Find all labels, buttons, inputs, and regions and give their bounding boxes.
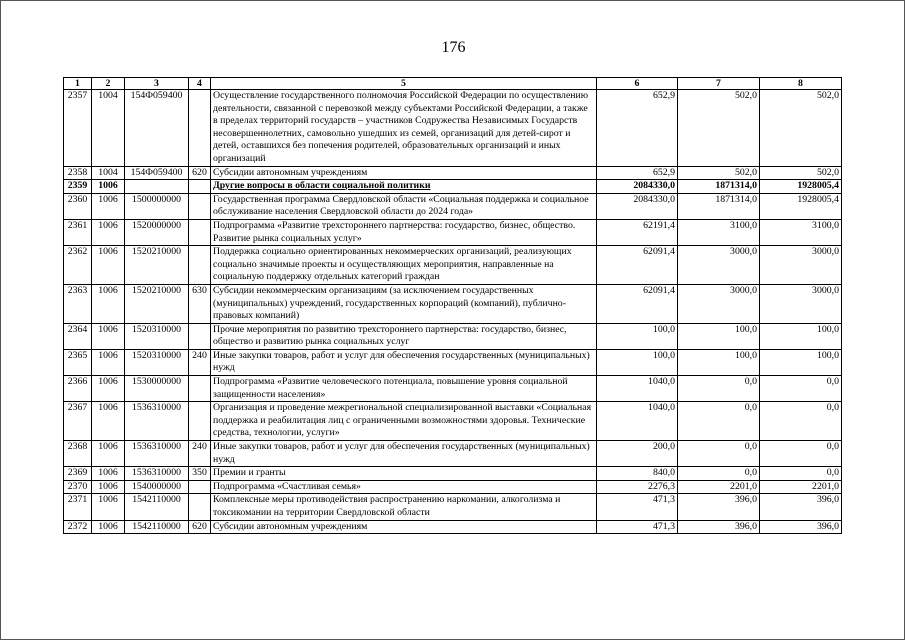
row-number: 2357 (64, 90, 92, 167)
amount-col-7: 100,0 (678, 349, 760, 375)
amount-col-8: 0,0 (760, 402, 842, 441)
expense-type-code (189, 90, 211, 167)
section-code: 1006 (92, 193, 125, 219)
amount-col-6: 652,9 (597, 90, 678, 167)
table-row (64, 520, 842, 534)
target-article-code: 154Ф059400 (125, 90, 189, 167)
amount-col-8: 502,0 (760, 90, 842, 167)
row-number: 2368 (64, 441, 92, 467)
row-number: 2366 (64, 376, 92, 402)
table-row (64, 180, 842, 194)
section-code: 1006 (92, 441, 125, 467)
amount-col-7: 1871314,0 (678, 193, 760, 219)
amount-col-6: 1040,0 (597, 376, 678, 402)
amount-col-8: 3000,0 (760, 246, 842, 285)
amount-col-7: 396,0 (678, 494, 760, 520)
amount-col-7: 0,0 (678, 467, 760, 481)
amount-col-6: 2084330,0 (597, 193, 678, 219)
section-code: 1006 (92, 520, 125, 534)
target-article-code: 1536310000 (125, 402, 189, 441)
amount-col-8: 1928005,4 (760, 193, 842, 219)
table-row (64, 193, 842, 219)
amount-col-7: 0,0 (678, 402, 760, 441)
col-header-2: 2 (92, 78, 125, 90)
col-header-3: 3 (125, 78, 189, 90)
expense-type-code (189, 246, 211, 285)
table-row (64, 90, 842, 167)
section-code: 1006 (92, 376, 125, 402)
expense-type-code (189, 402, 211, 441)
amount-col-8: 100,0 (760, 323, 842, 349)
item-name: Субсидии автономным учреждениям (211, 520, 597, 534)
item-name: Другие вопросы в области социальной политики (211, 180, 597, 194)
table-row (64, 376, 842, 402)
section-code: 1006 (92, 284, 125, 323)
section-code: 1006 (92, 180, 125, 194)
row-number: 2369 (64, 467, 92, 481)
expense-type-code (189, 323, 211, 349)
amount-col-7: 0,0 (678, 441, 760, 467)
target-article-code: 1520310000 (125, 349, 189, 375)
table-row (64, 246, 842, 285)
amount-col-7: 3100,0 (678, 219, 760, 245)
item-name: Поддержка социально ориентированных некоммерческих организаций, реализующих социально значимые проекты и осуществляющих мероприятия, направленные на социальную поддержку отдельных категорий граждан (211, 246, 597, 285)
section-code: 1006 (92, 480, 125, 494)
item-name: Комплексные меры противодействия распространению наркомании, алкоголизма и токсикомании на территории Свердловской области (211, 494, 597, 520)
page-number: 176 (441, 39, 466, 56)
target-article-code: 1520210000 (125, 284, 189, 323)
section-code: 1006 (92, 494, 125, 520)
section-code: 1006 (92, 467, 125, 481)
amount-col-7: 502,0 (678, 90, 760, 167)
amount-col-6: 652,9 (597, 166, 678, 180)
target-article-code: 1520210000 (125, 246, 189, 285)
amount-col-8: 3100,0 (760, 219, 842, 245)
target-article-code: 154Ф059400 (125, 166, 189, 180)
amount-col-8: 3000,0 (760, 284, 842, 323)
amount-col-7: 1871314,0 (678, 180, 760, 194)
amount-col-6: 840,0 (597, 467, 678, 481)
section-code: 1006 (92, 246, 125, 285)
section-code: 1006 (92, 219, 125, 245)
header-row (64, 78, 842, 90)
table-row (64, 480, 842, 494)
amount-col-8: 396,0 (760, 494, 842, 520)
item-name: Премии и гранты (211, 467, 597, 481)
amount-col-8: 0,0 (760, 441, 842, 467)
table-row (64, 219, 842, 245)
expense-type-code (189, 219, 211, 245)
section-code: 1006 (92, 323, 125, 349)
amount-col-7: 3000,0 (678, 284, 760, 323)
amount-col-8: 1928005,4 (760, 180, 842, 194)
amount-col-6: 62091,4 (597, 246, 678, 285)
expense-type-code: 620 (189, 520, 211, 534)
expense-type-code: 240 (189, 441, 211, 467)
item-name: Организация и проведение межрегиональной специализированной выставки «Социальная поддержка и реабилитация лиц с ограниченными возможностями здоровья. Технические средства, технологии, услуги» (211, 402, 597, 441)
amount-col-7: 502,0 (678, 166, 760, 180)
item-name: Субсидии некоммерческим организациям (за исключением государственных (муниципальных) учреждений, государственных корпораций (компаний), публично-правовых компаний) (211, 284, 597, 323)
target-article-code: 1542110000 (125, 494, 189, 520)
row-number: 2365 (64, 349, 92, 375)
amount-col-8: 2201,0 (760, 480, 842, 494)
table-row (64, 441, 842, 467)
expense-type-code (189, 193, 211, 219)
target-article-code: 1540000000 (125, 480, 189, 494)
table-row (64, 467, 842, 481)
row-number: 2370 (64, 480, 92, 494)
row-number: 2362 (64, 246, 92, 285)
row-number: 2361 (64, 219, 92, 245)
target-article-code: 1530000000 (125, 376, 189, 402)
expense-type-code: 630 (189, 284, 211, 323)
expense-type-code (189, 180, 211, 194)
section-code: 1006 (92, 349, 125, 375)
amount-col-8: 0,0 (760, 376, 842, 402)
expense-type-code (189, 376, 211, 402)
row-number: 2364 (64, 323, 92, 349)
amount-col-7: 396,0 (678, 520, 760, 534)
item-name: Иные закупки товаров, работ и услуг для обеспечения государственных (муниципальных) нужд (211, 441, 597, 467)
amount-col-6: 471,3 (597, 494, 678, 520)
section-code: 1004 (92, 90, 125, 167)
target-article-code: 1520310000 (125, 323, 189, 349)
col-header-5: 5 (211, 78, 597, 90)
expense-type-code: 240 (189, 349, 211, 375)
amount-col-6: 100,0 (597, 349, 678, 375)
amount-col-7: 100,0 (678, 323, 760, 349)
amount-col-6: 62091,4 (597, 284, 678, 323)
target-article-code (125, 180, 189, 194)
col-header-1: 1 (64, 78, 92, 90)
target-article-code: 1536310000 (125, 467, 189, 481)
expense-type-code (189, 494, 211, 520)
col-header-8: 8 (760, 78, 842, 90)
item-name: Субсидии автономным учреждениям (211, 166, 597, 180)
amount-col-6: 471,3 (597, 520, 678, 534)
table-row (64, 323, 842, 349)
expense-type-code (189, 480, 211, 494)
amount-col-8: 502,0 (760, 166, 842, 180)
table-row (64, 166, 842, 180)
row-number: 2367 (64, 402, 92, 441)
amount-col-6: 1040,0 (597, 402, 678, 441)
row-number: 2360 (64, 193, 92, 219)
item-name: Подпрограмма «Развитие человеческого потенциала, повышение уровня социальной защищенности населения» (211, 376, 597, 402)
amount-col-6: 100,0 (597, 323, 678, 349)
target-article-code: 1500000000 (125, 193, 189, 219)
table-row (64, 494, 842, 520)
amount-col-7: 3000,0 (678, 246, 760, 285)
item-name: Иные закупки товаров, работ и услуг для обеспечения государственных (муниципальных) нужд (211, 349, 597, 375)
item-name: Осуществление государственного полномочия Российской Федерации по осуществлению деятельности, связанной с перевозкой между субъектами Российской Федерации, а также в пределах территорий государств – участников Содружества Независимых Государств несовершеннолетних, самовольно ушедших из семей, организаций для детей-сирот и детей, оставшихся без попечения родителей, образовательных организаций и иных организаций (211, 90, 597, 167)
amount-col-6: 2084330,0 (597, 180, 678, 194)
col-header-4: 4 (189, 78, 211, 90)
item-name: Подпрограмма «Развитие трехстороннего партнерства: государство, бизнес, общество. Развитие рынка социальных услуг» (211, 219, 597, 245)
budget-table (63, 77, 842, 534)
item-name: Прочие мероприятия по развитию трехстороннего партнерства: государство, бизнес, общество и развитию рынка социальных услуг (211, 323, 597, 349)
row-number: 2359 (64, 180, 92, 194)
amount-col-7: 2201,0 (678, 480, 760, 494)
amount-col-8: 0,0 (760, 467, 842, 481)
amount-col-7: 0,0 (678, 376, 760, 402)
col-header-6: 6 (597, 78, 678, 90)
table-row (64, 402, 842, 441)
target-article-code: 1536310000 (125, 441, 189, 467)
amount-col-8: 396,0 (760, 520, 842, 534)
row-number: 2371 (64, 494, 92, 520)
table-row (64, 284, 842, 323)
section-code: 1004 (92, 166, 125, 180)
section-code: 1006 (92, 402, 125, 441)
row-number: 2358 (64, 166, 92, 180)
target-article-code: 1542110000 (125, 520, 189, 534)
expense-type-code: 350 (189, 467, 211, 481)
table-row (64, 349, 842, 375)
expense-type-code: 620 (189, 166, 211, 180)
row-number: 2363 (64, 284, 92, 323)
amount-col-6: 62191,4 (597, 219, 678, 245)
amount-col-8: 100,0 (760, 349, 842, 375)
item-name: Подпрограмма «Счастливая семья» (211, 480, 597, 494)
amount-col-6: 2276,3 (597, 480, 678, 494)
target-article-code: 1520000000 (125, 219, 189, 245)
col-header-7: 7 (678, 78, 760, 90)
amount-col-6: 200,0 (597, 441, 678, 467)
item-name: Государственная программа Свердловской области «Социальная поддержка и социальное обслуживание населения Свердловской области до 2024 года» (211, 193, 597, 219)
row-number: 2372 (64, 520, 92, 534)
